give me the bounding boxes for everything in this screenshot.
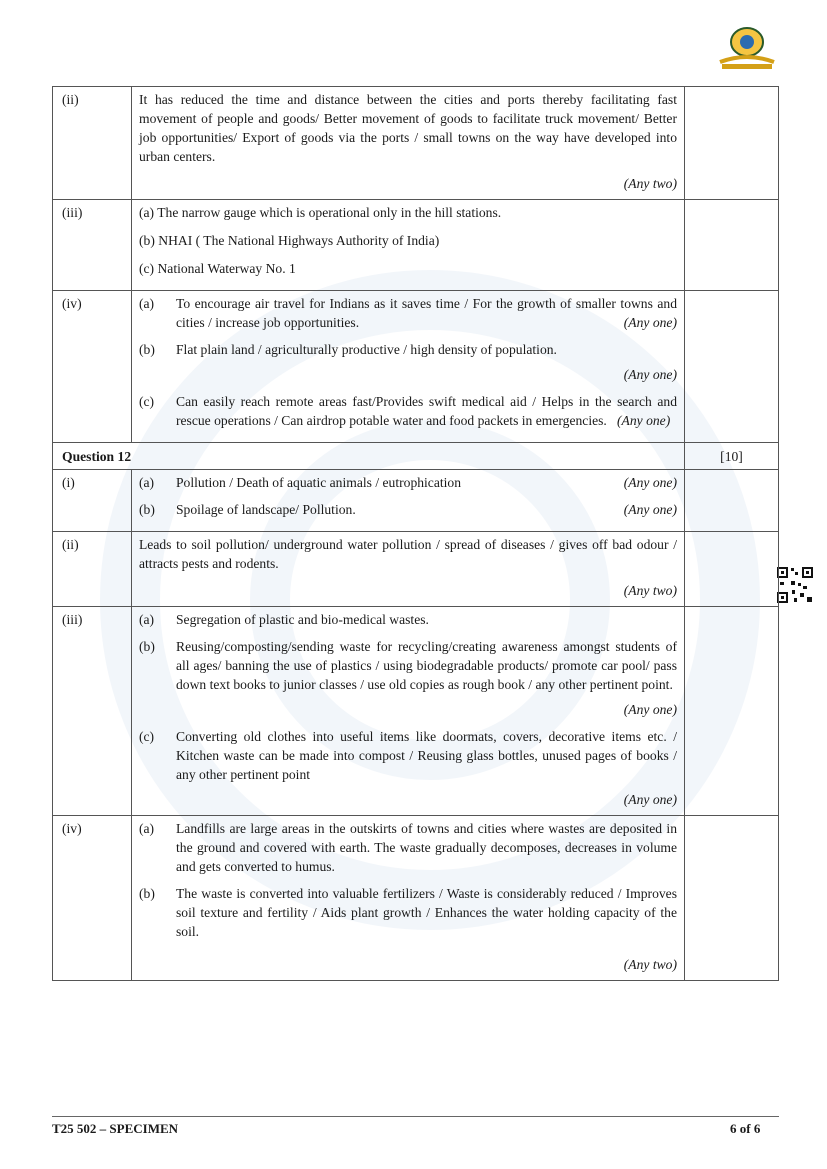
footer-divider bbox=[52, 1116, 779, 1117]
answer-note: (Any two) bbox=[623, 583, 677, 598]
qr-code-icon bbox=[776, 566, 814, 604]
paper-code: T25 502 – SPECIMEN bbox=[52, 1121, 179, 1136]
answer-row-11-ii bbox=[53, 87, 779, 200]
answer-row-11-iii bbox=[53, 200, 779, 291]
answer-row-12-iv bbox=[53, 816, 779, 981]
page-number: 6 of 6 bbox=[730, 1121, 761, 1136]
answer-note: (Any two) bbox=[623, 176, 677, 191]
answer-note: (Any one) bbox=[623, 702, 677, 717]
row-number: (ii) bbox=[53, 532, 132, 607]
answer-text: It has reduced the time and distance between the cities and ports thereby facilitating fast movement of people and goods/ Better movement of goods to facilitate truck movement/ Better job opportunities/ Export of goods via the ports / small towns on the way have developed into urban centers. bbox=[139, 92, 677, 164]
answer-note: (Any one) bbox=[623, 792, 677, 807]
answer-row-11-iv bbox=[53, 291, 779, 443]
question-marks: [10] bbox=[685, 443, 779, 470]
sub-answer-b: (b) Flat plain land / agriculturally productive / high density of population. bbox=[139, 342, 557, 357]
answer-row-12-ii bbox=[53, 532, 779, 607]
row-number: (ii) bbox=[53, 87, 132, 200]
question-header bbox=[53, 443, 779, 470]
answer-a: (a) The narrow gauge which is operational only in the hill stations. bbox=[139, 205, 502, 220]
sub-answer-b: (b) The waste is converted into valuable fertilizers / Waste is considerably reduced / Improves soil texture and fertility / Aids plant growth / Enhances the water holding capacity of the soil. bbox=[139, 886, 677, 939]
answer-row-12-i bbox=[53, 470, 779, 532]
marking-scheme-table bbox=[52, 86, 779, 981]
row-number: (iii) bbox=[53, 607, 132, 816]
sub-answer-c: (c) Can easily reach remote areas fast/Provides swift medical aid / Helps in the search and rescue operations / Can airdrop potable water and food packets in emergencies. (Any one) bbox=[139, 394, 677, 428]
sub-answer-c: (c) Converting old clothes into useful items like doormats, covers, decorative items etc. / Kitchen waste can be made into compost / Reusing glass bottles, unused pages of books / any other pertinent point bbox=[139, 729, 677, 782]
row-number: (iv) bbox=[53, 816, 132, 981]
sub-answer-b: (b) Spoilage of landscape/ Pollution. (Any one) bbox=[139, 502, 677, 517]
answer-b: (b) NHAI ( The National Highways Authority of India) bbox=[139, 233, 440, 248]
row-number: (iv) bbox=[53, 291, 132, 443]
sub-answer-b: (b) Reusing/composting/sending waste for recycling/creating awareness amongst students of all ages/ banning the use of plastics / using biodegradable products/ promote car pool/ pass down text books to junior classes / use old copies as rough book / any other pertinent point. bbox=[139, 639, 677, 692]
answer-row-12-iii bbox=[53, 607, 779, 816]
cisce-logo-icon bbox=[712, 22, 782, 74]
row-number: (i) bbox=[53, 470, 132, 532]
answer-note: (Any one) bbox=[623, 367, 677, 382]
answer-text: Leads to soil pollution/ underground water pollution / spread of diseases / gives off bad odour / attracts pests and rodents. bbox=[139, 537, 677, 571]
answer-c: (c) National Waterway No. 1 bbox=[139, 261, 296, 276]
row-number: (iii) bbox=[53, 200, 132, 291]
sub-answer-a: (a) Pollution / Death of aquatic animals / eutrophication (Any one) bbox=[139, 475, 677, 490]
answer-note: (Any two) bbox=[623, 957, 677, 972]
sub-answer-a: (a) Segregation of plastic and bio-medical wastes. bbox=[139, 612, 429, 627]
sub-answer-a: (a) Landfills are large areas in the outskirts of towns and cities where wastes are deposited in the ground and covered with earth. The waste gradually decomposes, decreases in volume and gets converted to humus. bbox=[139, 821, 677, 874]
sub-answer-a: (a) To encourage air travel for Indians as it saves time / For the growth of smaller towns and cities / increase job opportunities. (Any one) bbox=[139, 296, 677, 330]
question-title: Question 12 bbox=[53, 443, 685, 470]
